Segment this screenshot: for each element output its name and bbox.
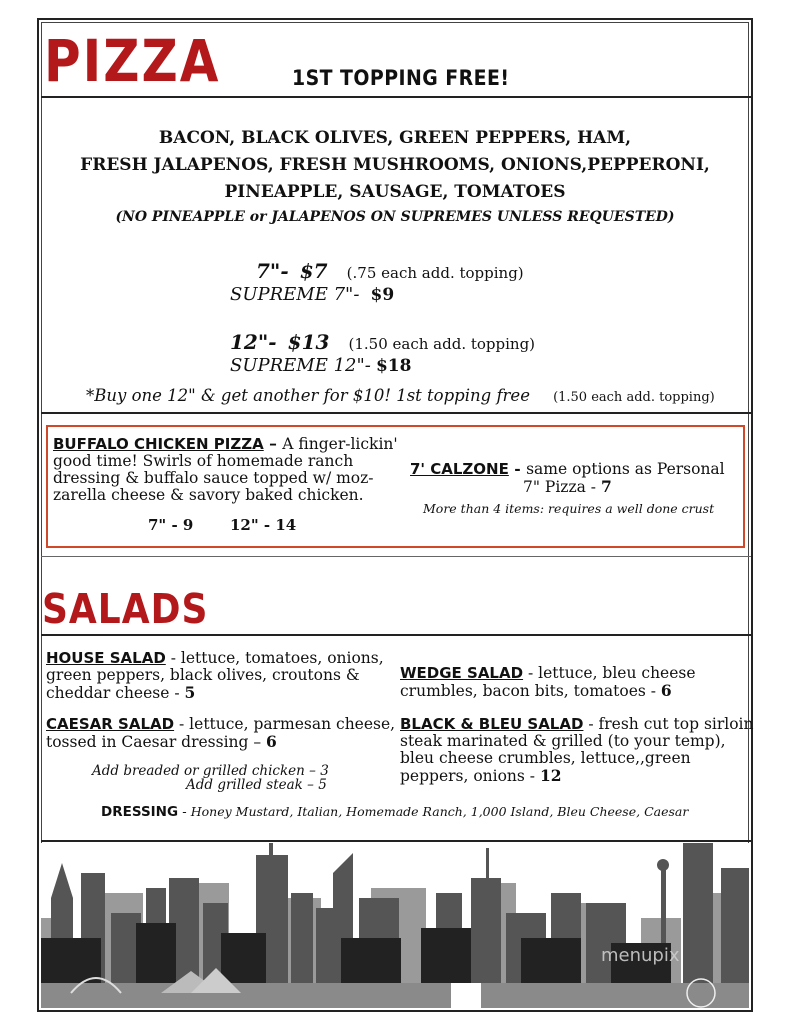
toppings-line-3: PINEAPPLE, SAUSAGE, TOMATOES <box>224 182 566 202</box>
supreme-7-label: SUPREME 7"- <box>230 284 360 305</box>
bb-price: 12 <box>539 766 562 785</box>
black-bleu-name: BLACK & BLEU SALAD <box>400 715 584 733</box>
house-salad-name: HOUSE SALAD <box>46 649 166 667</box>
buffalo-line-3: dressing & buffalo sauce topped w/ moz- <box>53 469 374 487</box>
house-line-2: green peppers, black olives, croutons & <box>46 666 360 684</box>
deal-extra: (1.50 each add. topping) <box>553 390 715 405</box>
calzone-price: 7 <box>600 477 612 496</box>
deal-row <box>86 386 715 405</box>
pizza-heading: PIZZA <box>44 28 221 95</box>
toppings-line-2: FRESH JALAPENOS, FRESH MUSHROOMS, ONIONS,PEPPERONI, <box>80 155 710 175</box>
supreme-12-price: $18 <box>375 356 412 376</box>
buffalo-price-7: 7" - 9 <box>148 516 194 534</box>
wedge-salad <box>400 665 696 700</box>
specials-bottom-divider <box>41 556 751 557</box>
price-12-row <box>230 330 535 354</box>
addon-steak: Add grilled steak – 5 <box>186 777 327 793</box>
supreme-12-row <box>230 355 411 376</box>
wedge-line-1: - lettuce, bleu cheese <box>523 664 696 682</box>
city-skyline-image <box>41 843 749 1008</box>
house-line-3: cheddar cheese - <box>46 684 185 702</box>
buffalo-line-4: zarella cheese & savory baked chicken. <box>53 486 364 504</box>
price-12-label: 12"- <box>230 330 277 354</box>
calzone-line-2-row <box>523 478 612 496</box>
watermark-text: menupix <box>601 945 680 966</box>
caesar-line-1: - lettuce, parmesan cheese, <box>174 715 396 733</box>
bb-line-3: bleu cheese crumbles, lettuce,,green <box>400 749 691 767</box>
addon-chicken: Add breaded or grilled chicken – 3 <box>92 763 329 779</box>
buffalo-name: BUFFALO CHICKEN PIZZA <box>53 435 264 453</box>
buffalo-line-1: A finger-lickin' <box>282 435 398 453</box>
bb-line-2: steak marinated & grilled (to your temp), <box>400 732 726 750</box>
caesar-line-2: tossed in Caesar dressing – <box>46 733 267 751</box>
price-7-row <box>256 259 524 283</box>
toppings-note: (NO PINEAPPLE or JALAPENOS ON SUPREMES UNLESS REQUESTED) <box>115 209 675 225</box>
buffalo-price-12: 12" - 14 <box>230 516 297 534</box>
pizza-subheading: 1ST TOPPING FREE! <box>292 66 510 90</box>
calzone-line-2: 7" Pizza - <box>523 478 601 496</box>
salads-heading: SALADS <box>42 586 209 634</box>
wedge-price: 6 <box>660 681 672 700</box>
supreme-12-label: SUPREME 12"- <box>230 355 371 376</box>
calzone-sep: - <box>508 459 527 478</box>
dressing-label: DRESSING <box>101 804 179 820</box>
calzone-line-1: same options as Personal <box>526 460 725 478</box>
price-12-value: $13 <box>287 330 330 354</box>
supreme-7-price: $9 <box>370 285 395 305</box>
dressing-sep: - <box>178 805 191 820</box>
bb-line-4: peppers, onions - <box>400 767 540 785</box>
house-salad <box>46 650 384 702</box>
toppings-line-1: BACON, BLACK OLIVES, GREEN PEPPERS, HAM, <box>158 128 632 148</box>
deal-text: *Buy one 12" & get another for $10! 1st topping free <box>86 386 530 405</box>
house-line-1: - lettuce, tomatoes, onions, <box>165 649 384 667</box>
caesar-salad-name: CAESAR SALAD <box>46 715 175 733</box>
supreme-7-row <box>230 284 394 305</box>
bb-line-1: - fresh cut top sirloin <box>583 715 754 733</box>
wedge-line-2: crumbles, bacon bits, tomatoes - <box>400 682 661 700</box>
price-7-label: 7"- <box>256 259 289 283</box>
calzone-description <box>410 460 725 478</box>
wedge-salad-name: WEDGE SALAD <box>400 664 524 682</box>
price-7-value: $7 <box>299 259 328 283</box>
dressing-row <box>101 801 688 820</box>
price-7-extra: (.75 each add. topping) <box>346 264 524 282</box>
dressing-list: Honey Mustard, Italian, Homemade Ranch, 1,000 Island, Bleu Cheese, Caesar <box>190 804 689 819</box>
black-bleu-salad <box>400 716 754 785</box>
calzone-note: More than 4 items: requires a well done crust <box>423 501 715 516</box>
house-price: 5 <box>184 683 196 702</box>
caesar-salad <box>46 716 395 751</box>
specials-top-divider <box>41 412 751 414</box>
caesar-price: 6 <box>266 732 277 751</box>
buffalo-sep: – <box>263 434 283 453</box>
price-12-extra: (1.50 each add. topping) <box>348 335 536 353</box>
pizza-divider <box>41 96 751 98</box>
calzone-name: 7' CALZONE <box>410 460 509 478</box>
buffalo-line-2: good time! Swirls of homemade ranch <box>53 452 354 470</box>
buffalo-description <box>53 434 398 504</box>
